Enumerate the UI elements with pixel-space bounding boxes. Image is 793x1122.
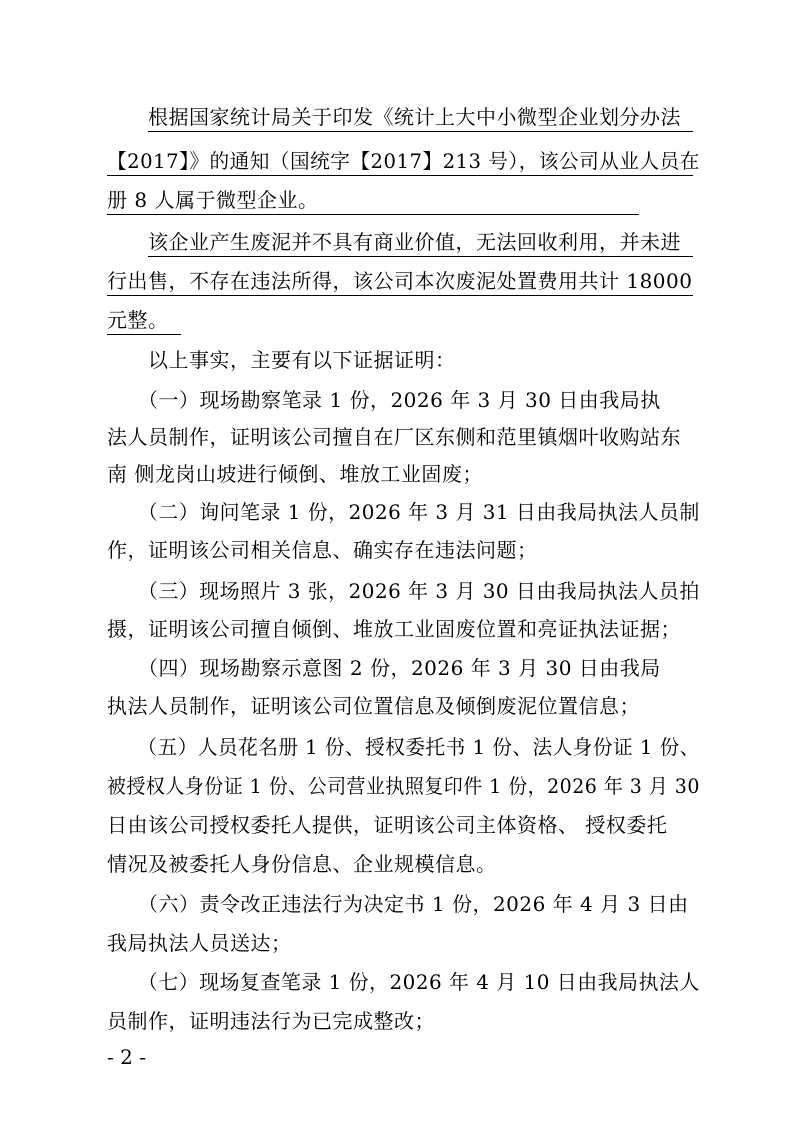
text-line: （四）现场勘察示意图 2 份，2026 年 3 月 30 日由我局	[107, 656, 661, 680]
text-line: 情况及被委托人身份信息、企业规模信息。	[107, 852, 497, 876]
underline-mark	[148, 256, 693, 257]
underline-mark	[107, 334, 181, 335]
text-line: 行出售，不存在违法所得，该公司本次废泥处置费用共计 18000	[107, 269, 693, 293]
text-line: 作，证明该公司相关信息、确实存在违法问题；	[107, 538, 538, 562]
text-line: （六）责令改正违法行为决定书 1 份，2026 年 4 月 3 日由	[107, 892, 689, 916]
text-line: （三）现场照片 3 张，2026 年 3 月 30 日由我局执法人员拍	[107, 579, 700, 603]
text-line: （一）现场勘察笔录 1 份，2026 年 3 月 30 日由我局执	[107, 388, 661, 412]
text-line: 我局执法人员送达；	[107, 931, 292, 955]
text-line: （七）现场复查笔录 1 份，2026 年 4 月 10 日由我局执法人	[107, 970, 700, 994]
text-line: 被授权人身份证 1 份、公司营业执照复印件 1 份，2026 年 3 月 30	[107, 774, 700, 798]
text-line: 执法人员制作，证明该公司位置信息及倾倒废泥位置信息；	[107, 694, 640, 718]
text-line: 以上事实，主要有以下证据证明：	[107, 348, 456, 372]
text-line: 根据国家统计局关于印发《统计上大中小微型企业划分办法	[107, 105, 681, 129]
text-line: 册 8 人属于微型企业。	[107, 188, 319, 212]
text-line: （二）询问笔录 1 份，2026 年 3 月 31 日由我局执法人员制	[107, 500, 700, 524]
text-line: 【2017】》的通知（国统字【2017】213 号），该公司从业人员在	[107, 149, 700, 173]
text-line: 该企业产生废泥并不具有商业价值，无法回收利用，并未进	[107, 230, 681, 254]
page-number: - 2 -	[107, 1045, 146, 1069]
underline-mark	[107, 175, 693, 176]
text-line: （五）人员花名册 1 份、授权委托书 1 份、法人身份证 1 份、	[107, 735, 700, 759]
underline-mark	[148, 131, 693, 132]
text-line: 摄，证明该公司擅自倾倒、堆放工业固废位置和亮证执法证据；	[107, 617, 681, 641]
text-line: 日由该公司授权委托人提供，证明该公司主体资格、 授权委托	[107, 813, 668, 837]
text-line: 元整。	[107, 308, 169, 332]
underline-mark	[107, 214, 639, 215]
text-line: 南 侧龙岗山坡进行倾倒、堆放工业固废；	[107, 462, 483, 486]
text-line: 法人员制作，证明该公司擅自在厂区东侧和范里镇烟叶收购站东	[107, 425, 681, 449]
text-line: 员制作，证明违法行为已完成整改；	[107, 1009, 435, 1033]
underline-mark	[107, 295, 693, 296]
